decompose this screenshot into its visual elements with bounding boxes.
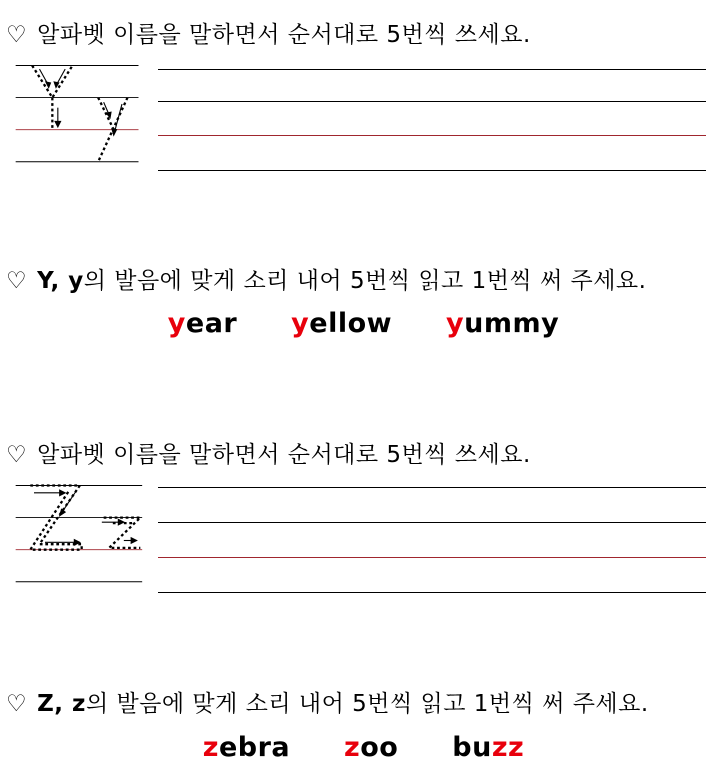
writing-line-baseline <box>158 135 706 136</box>
word-list-z <box>0 732 727 763</box>
writing-line-bottom <box>158 170 706 171</box>
word-zoo: zoo <box>344 732 399 763</box>
heart-icon: ♡ <box>6 691 28 717</box>
writing-line-mid <box>158 101 706 102</box>
instruction-y <box>6 20 531 50</box>
instruction-text: 알파벳 이름을 말하면서 순서대로 5번씩 쓰세요. <box>37 442 531 468</box>
instruction-text: 알파벳 이름을 말하면서 순서대로 5번씩 쓰세요. <box>37 22 531 48</box>
writing-line-bottom <box>158 592 706 593</box>
tracing-guide-z <box>8 480 148 590</box>
heart-icon: ♡ <box>6 22 28 48</box>
letter-pair: Y, y <box>37 268 84 294</box>
word-yummy: yummy <box>446 308 560 339</box>
instruction-z <box>6 440 531 470</box>
pronunciation-text: 의 발음에 맞게 소리 내어 5번씩 읽고 1번씩 써 주세요. <box>85 691 649 717</box>
pronunciation-instruction-y <box>6 266 646 296</box>
word-year: year <box>167 308 238 339</box>
writing-line-mid <box>158 522 706 523</box>
word-buzz: buzz <box>452 732 525 763</box>
pronunciation-instruction-z <box>6 689 649 719</box>
word-yellow: yellow <box>291 308 393 339</box>
writing-line-top <box>158 69 706 70</box>
word-list-y <box>0 308 727 339</box>
pronunciation-text: 의 발음에 맞게 소리 내어 5번씩 읽고 1번씩 써 주세요. <box>83 268 647 294</box>
writing-line-top <box>158 487 706 488</box>
tracing-guide-y <box>8 60 148 170</box>
word-zebra: zebra <box>202 732 291 763</box>
letter-pair: Z, z <box>37 691 86 717</box>
writing-line-baseline <box>158 557 706 558</box>
heart-icon: ♡ <box>6 442 28 468</box>
heart-icon: ♡ <box>6 268 28 294</box>
